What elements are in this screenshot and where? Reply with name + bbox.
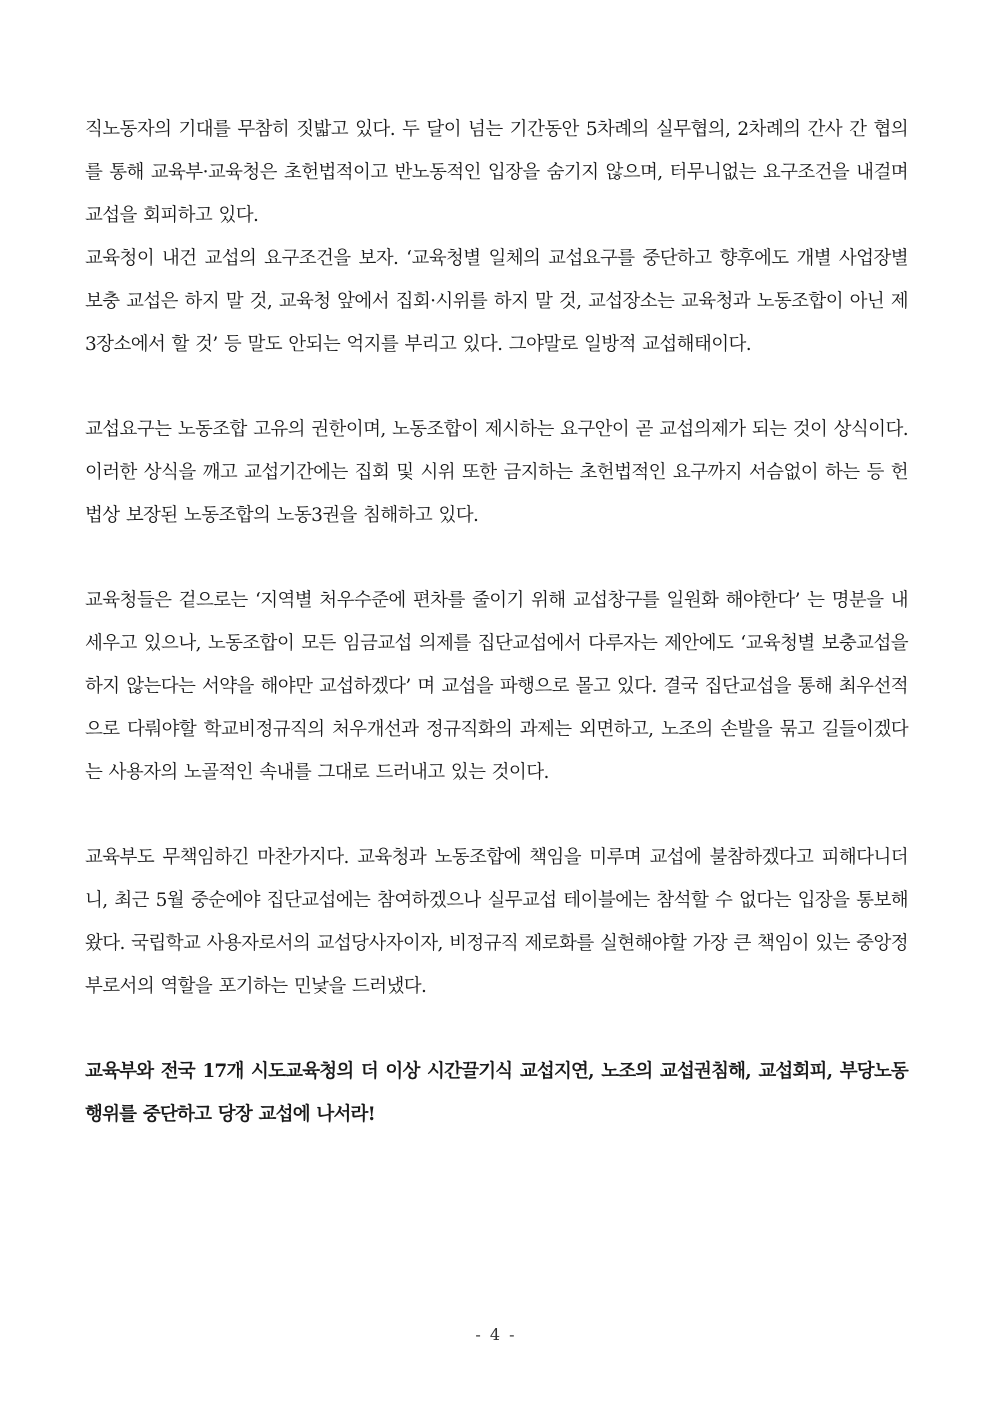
paragraph-3: 교섭요구는 노동조합 고유의 권한이며, 노동조합이 제시하는 요구안이 곧 교섭의제가 되는 것이 상식이다. 이러한 상식을 깨고 교섭기간에는 집회 및 시위 또한 금지하는 초헌법적인 요구까지 서슴없이 하는 등 헌법상 보장된 노동조합의 노동3권을 침해하고 있다. bbox=[85, 419, 908, 526]
paragraph-4: 교육청들은 겉으로는 ‘지역별 처우수준에 편차를 줄이기 위해 교섭창구를 일원화 해야한다’ 는 명분을 내세우고 있으나, 노동조합이 모든 임금교섭 의제를 집단교섭에서 다루자는 제안에도 ‘교육청별 보충교섭을 하지 않는다는 서약을 해야만 교섭하겠다’ 며 교섭을 파행으로 몰고 있다. 결국 집단교섭을 통해 최우선적으로 다뤄야할 학교비정규직의 처우개선과 정규직화의 과제는 외면하고, 노조의 손발을 묶고 길들이겠다는 사용자의 노골적인 속내를 그대로 드러내고 있는 것이다. bbox=[85, 590, 908, 783]
paragraph-5: 교육부도 무책임하긴 마찬가지다. 교육청과 노동조합에 책임을 미루며 교섭에 불참하겠다고 피해다니더니, 최근 5월 중순에야 집단교섭에는 참여하겠으나 실무교섭 테이블에는 참석할 수 없다는 입장을 통보해왔다. 국립학교 사용자로서의 교섭당사자이자, 비정규직 제로화를 실현해야할 가장 큰 책임이 있는 중앙정부로서의 역할을 포기하는 민낯을 드러냈다. bbox=[85, 847, 908, 997]
closing-statement: 교육부와 전국 17개 시도교육청의 더 이상 시간끌기식 교섭지연, 노조의 교섭권침해, 교섭회피, 부당노동행위를 중단하고 당장 교섭에 나서라! bbox=[85, 1061, 908, 1125]
document-body bbox=[85, 108, 908, 1136]
page-number: - 4 - bbox=[475, 1325, 517, 1344]
paragraph-1: 직노동자의 기대를 무참히 짓밟고 있다. 두 달이 넘는 기간동안 5차례의 실무협의, 2차례의 간사 간 협의를 통해 교육부·교육청은 초헌법적이고 반노동적인 입장을 숨기지 않으며, 터무니없는 요구조건을 내걸며 교섭을 회피하고 있다. bbox=[85, 119, 908, 226]
paragraph-2: 교육청이 내건 교섭의 요구조건을 보자. ‘교육청별 일체의 교섭요구를 중단하고 향후에도 개별 사업장별 보충 교섭은 하지 말 것, 교육청 앞에서 집회·시위를 하지 말 것, 교섭장소는 교육청과 노동조합이 아닌 제3장소에서 할 것’ 등 말도 안되는 억지를 부리고 있다. 그야말로 일방적 교섭해태이다. bbox=[85, 248, 908, 355]
